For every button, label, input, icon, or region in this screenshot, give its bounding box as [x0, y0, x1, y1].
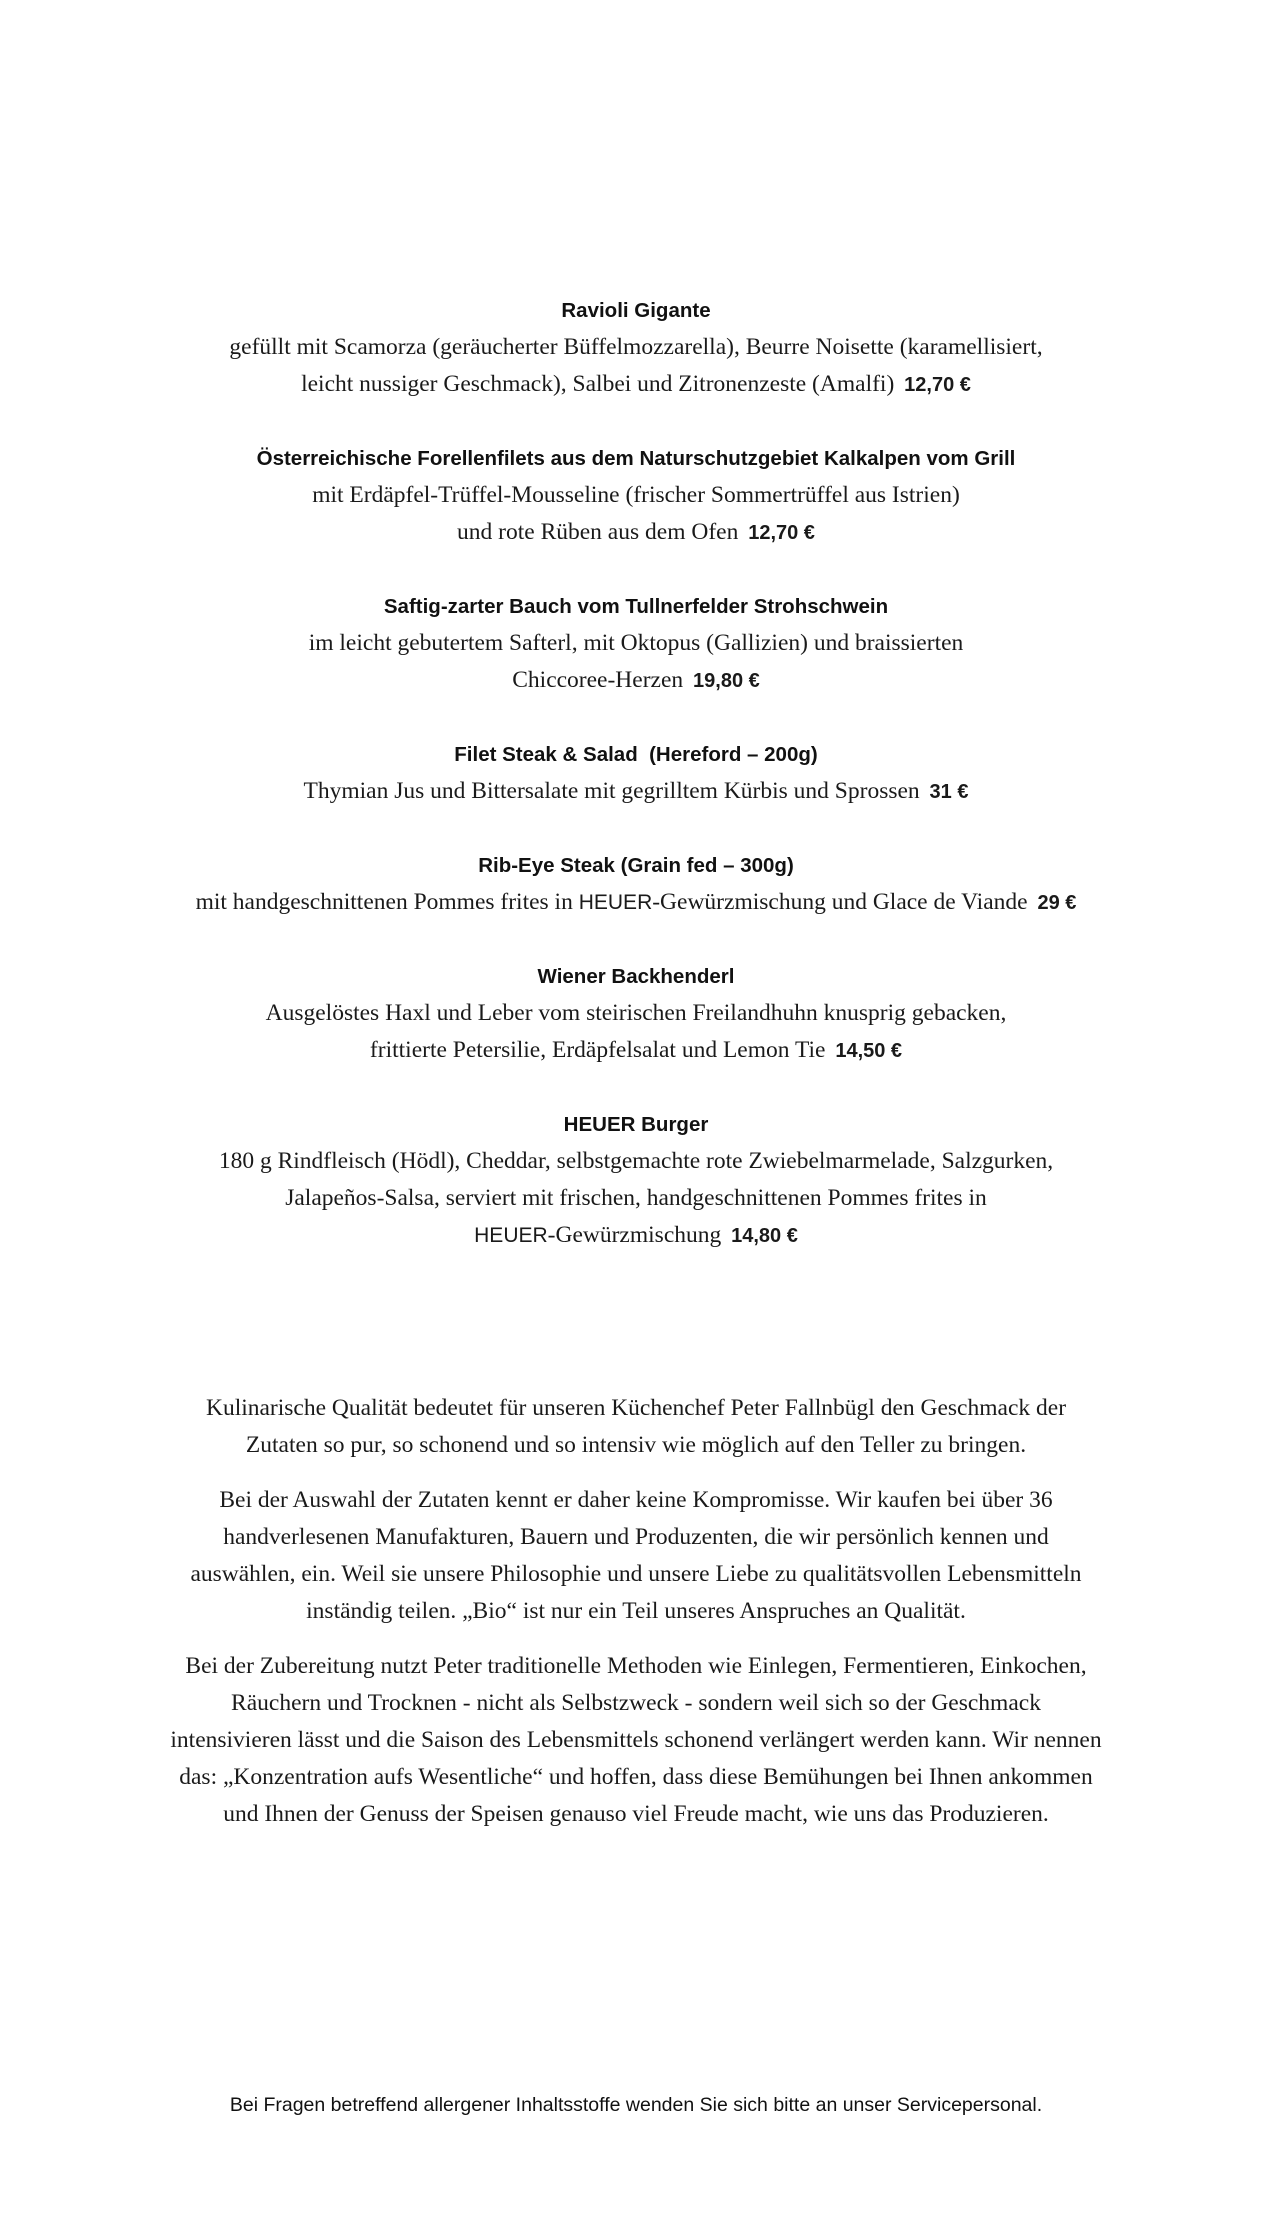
dish-description-line: mit handgeschnittenen Pommes frites in HEUER-Gewürzmischung und Glace de Viande 29 € — [195, 889, 1077, 915]
dish-price: 29 € — [1037, 892, 1077, 914]
dish-description-line: und rote Rüben aus dem Ofen 12,70 € — [457, 519, 815, 545]
dish-forellenfilets — [0, 440, 1272, 552]
dish-price: 12,70 € — [748, 522, 815, 544]
dish-heuer-burger — [0, 1106, 1272, 1255]
philosophy-paragraph: Kulinarische Qualität bedeutet für unseren Küchenchef Peter Fallnbügl den Geschmack der Zutaten so pur, so schonend und so intensiv wie möglich auf den Teller zu bringen. — [205, 1395, 1067, 1458]
dish-description-line: im leicht gebutertem Safterl, mit Oktopus (Gallizien) und braissierten — [308, 630, 964, 656]
dish-price: 14,50 € — [835, 1040, 903, 1062]
dish-description-line: HEUER-Gewürzmischung 14,80 € — [474, 1222, 798, 1248]
dish-wiener-backhenderl — [0, 958, 1272, 1070]
philosophy-text — [170, 1390, 1102, 1851]
dish-title: Rib-Eye Steak (Grain fed – 300g) — [478, 854, 794, 877]
dish-list — [0, 292, 1272, 1291]
dish-title: Wiener Backhenderl — [537, 965, 735, 988]
dish-strohschwein-bauch — [0, 588, 1272, 700]
dish-description-line: mit Erdäpfel-Trüffel-Mousseline (frischer Sommertrüffel aus Istrien) — [312, 482, 960, 508]
brand-name: HEUER — [474, 1224, 548, 1247]
dish-description-line: Chiccoree-Herzen 19,80 € — [512, 667, 760, 693]
allergen-notice: Bei Fragen betreffend allergener Inhaltsstoffe wenden Sie sich bitte an unser Servicepersonal. — [229, 2094, 1043, 2116]
dish-price: 19,80 € — [693, 670, 760, 692]
brand-name: HEUER — [578, 891, 653, 914]
dish-description-line: 180 g Rindfleisch (Hödl), Cheddar, selbstgemachte rote Zwiebelmarmelade, Salzgurken, — [218, 1148, 1054, 1174]
dish-description-line: Ausgelöstes Haxl und Leber vom steirischen Freilandhuhn knusprig gebacken, — [265, 1000, 1007, 1026]
dish-price: 31 € — [929, 781, 969, 803]
dish-ravioli-gigante — [0, 292, 1272, 404]
dish-price: 14,80 € — [731, 1225, 798, 1247]
dish-rib-eye-steak — [0, 847, 1272, 922]
dish-title: Österreichische Forellenfilets aus dem Naturschutzgebiet Kalkalpen vom Grill — [256, 447, 1016, 470]
dish-title: Filet Steak & Salad (Hereford – 200g) — [454, 743, 818, 766]
dish-price: 12,70 € — [904, 374, 971, 396]
dish-description-line: Thymian Jus und Bittersalate mit gegrilltem Kürbis und Sprossen 31 € — [303, 778, 969, 804]
dish-description-line: leicht nussiger Geschmack), Salbei und Zitronenzeste (Amalfi) 12,70 € — [301, 371, 971, 397]
dish-title: Ravioli Gigante — [561, 299, 711, 322]
dish-title: Saftig-zarter Bauch vom Tullnerfelder Strohschwein — [383, 595, 889, 618]
dish-title: HEUER Burger — [563, 1113, 709, 1136]
dish-filet-steak — [0, 736, 1272, 811]
dish-description-line: Jalapeños-Salsa, serviert mit frischen, handgeschnittenen Pommes frites in — [285, 1185, 987, 1211]
dish-description-line: frittierte Petersilie, Erdäpfelsalat und Lemon Tie 14,50 € — [369, 1037, 903, 1063]
philosophy-paragraph: Bei der Auswahl der Zutaten kennt er daher keine Kompromisse. Wir kaufen bei über 36 handverlesenen Manufakturen, Bauern und Produzenten, die wir persönlich kennen und auswählen, ein. Weil sie unsere Philosophie und unsere Liebe zu qualitätsvollen Lebensmitteln inständig teilen. „Bio“ ist nur ein Teil unseres Anspruches an Qualität. — [190, 1487, 1082, 1624]
philosophy-paragraph: Bei der Zubereitung nutzt Peter traditionelle Methoden wie Einlegen, Fermentieren, Einkochen, Räuchern und Trocknen - nicht als Selbstzweck - sondern weil sich so der Geschmack intensivieren lässt und die Saison des Lebensmittels schonend verlängert werden kann. Wir nennen das: „Konzentration aufs Wesentliche“ und hoffen, dass diese Bemühungen bei Ihnen ankommen und Ihnen der Genuss der Speisen genauso viel Freude macht, wie uns das Produzieren. — [170, 1653, 1102, 1827]
dish-description-line: gefüllt mit Scamorza (geräucherter Büffelmozzarella), Beurre Noisette (karamellisiert, — [229, 334, 1043, 360]
